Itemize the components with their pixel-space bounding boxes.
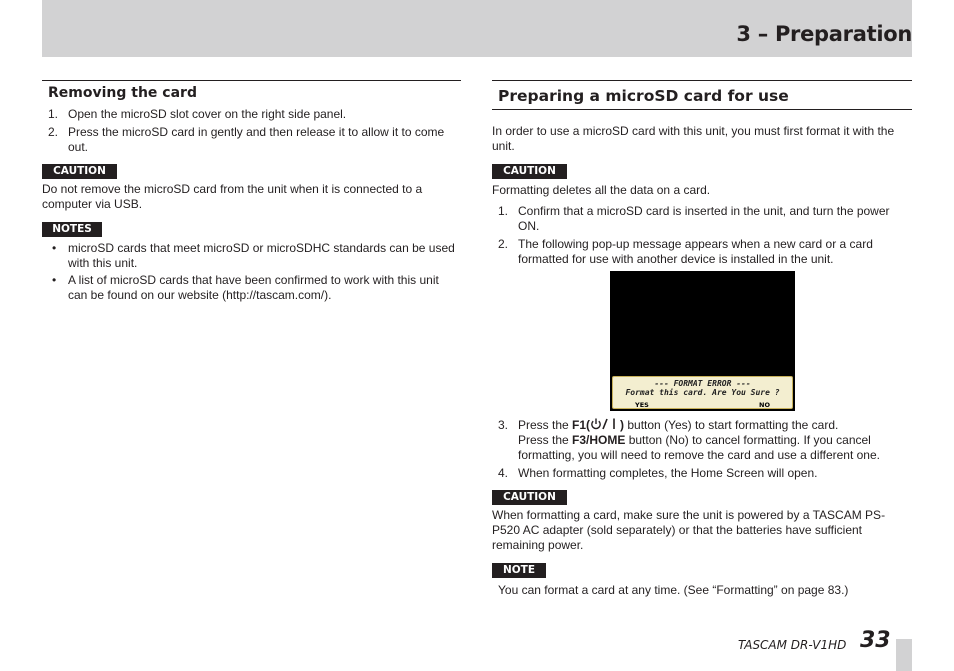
list-item [42,241,461,271]
footer-tab [896,639,912,671]
step-number: 1. [48,107,59,121]
step-number: 4. [498,466,509,480]
power-slash-icon [590,418,620,430]
format-error-popup [612,376,793,409]
step-number: 3. [498,418,509,432]
popup-title: --- FORMAT ERROR --- [654,379,751,388]
section-title-preparing: Preparing a microSD card for use [498,87,789,105]
list-item [492,466,912,481]
note-label: NOTE [492,563,546,578]
step-text: Press the microSD card in gently and then release it to allow it to come out. [68,125,445,154]
caution-text: Formatting deletes all the data on a card. [492,183,711,197]
popup-no-button: NO [759,401,770,409]
caution-text: Do not remove the microSD card from the unit when it is connected to a computer via USB. [42,182,423,211]
section-rule-under [492,109,912,110]
note-text: microSD cards that meet microSD or microSDHC standards can be used with this unit. [68,241,455,270]
caution-text: When formatting a card, make sure the unit is powered by a TASCAM PS-P520 AC adapter (sold separately) or that the batteries have sufficient remaining power. [492,508,886,552]
preparing-card-section [492,80,912,598]
section-rule [42,80,461,81]
preparing-steps [492,204,912,267]
list-item [42,125,461,155]
caution-label: CAUTION [492,490,567,505]
preparing-steps-continued [492,418,912,481]
step-number: 2. [48,125,59,139]
step-text: When formatting completes, the Home Screen will open. [518,466,818,480]
step-text-part: Press the [518,433,573,447]
notes-list [42,241,461,303]
removing-steps [42,107,461,155]
page-header [42,0,912,57]
list-item [42,273,461,303]
step-text: Open the microSD slot cover on the right side panel. [68,107,347,121]
f1-key-end: ) [620,418,625,432]
step-text: Confirm that a microSD card is inserted in the unit, and turn the power ON. [518,204,890,233]
page-number: 33 [860,628,891,653]
step-text-part: button (No) to cancel formatting. If you cancel formatting, you will need to remove the card and use a different one. [518,433,880,462]
step-text-no [518,433,880,462]
step-number: 2. [498,237,509,251]
format-error-screen [610,271,795,411]
popup-yes-button: YES [635,401,649,409]
list-item [492,418,912,463]
list-item [492,237,912,267]
caution-label: CAUTION [492,164,567,179]
removing-card-section [42,80,461,303]
step-text-yes [518,418,838,432]
list-item [492,204,912,234]
popup-message: Format this card. Are You Sure ? [625,388,780,397]
section-title-removing: Removing the card [48,85,197,101]
note-text: You can format a card at any time. (See “Formatting” on page 83.) [498,583,849,597]
step-text-part: button (Yes) to start formatting the card. [624,418,839,432]
intro-text: In order to use a microSD card with this unit, you must first format it with the unit. [492,124,895,153]
step-text: The following pop-up message appears when a new card or a card formatted for use with another device is installed in the unit. [518,237,873,266]
footer-brand: TASCAM DR-V1HD [738,638,847,652]
caution-label: CAUTION [42,164,117,179]
step-number: 1. [498,204,509,218]
step-text-part: Press the [518,418,573,432]
list-item [42,107,461,122]
bullet: • [52,241,57,255]
f1-key-label: F1( [572,418,591,432]
note-text: A list of microSD cards that have been confirmed to work with this unit can be found on our website (http://tascam.com/). [68,273,439,302]
f3-key-label: F3/HOME [572,433,626,447]
notes-label: NOTES [42,222,102,237]
section-rule [492,80,912,81]
bullet: • [52,273,57,287]
chapter-title: 3 – Preparation [736,22,912,46]
